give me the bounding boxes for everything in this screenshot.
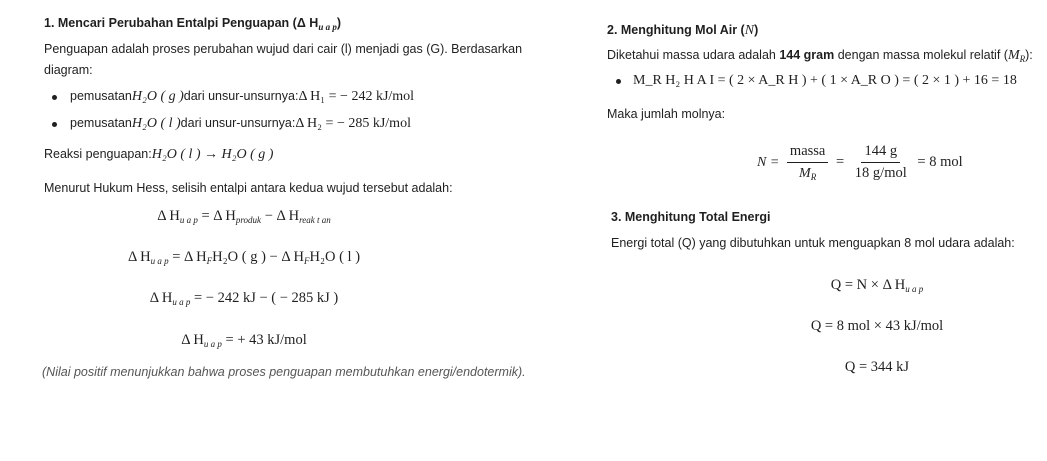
bullet-2: pemusatanH₂O ( l )dari unsur-unsurnya:Δ H₂ = − 285 kJ/mol xyxy=(70,116,411,131)
intro-line-1: Penguapan adalah proses perubahan wujud dari cair (l) menjadi gas (G). Berdasarkan xyxy=(44,42,523,56)
section-1-heading: 1. Mencari Perubahan Entalpi Penguapan (Δ $H_{u a p}$) xyxy=(44,16,342,32)
bullet-1: pemusatanH₂O ( g )dari unsur-unsurnya:Δ H₁ = − 242 kJ/mol xyxy=(70,89,415,104)
mass-text: Diketahui massa udara adalah 144 gram dengan massa molekul relatif $(M_R)$: xyxy=(607,48,1033,64)
fraction-mass-over-mr: $\frac{\text{massa}}{M_R}$ xyxy=(787,143,828,182)
section-3-heading: 3. Menghitung Total Energi xyxy=(611,210,771,224)
hess-text: Menurut Hukum Hess, selisih entalpi antara kedua wujud tersebut adalah: xyxy=(44,181,453,195)
section-2-heading: 2. Menghitung Mol Air (N) xyxy=(607,23,759,38)
equation-2: Δ $H_{u a p} = \Delta$ $H_FH_2O$ ( g ) − Δ $H_FH_2O$ ( l ) xyxy=(127,249,361,266)
mol-equation: N = $\frac{\text{massa}}{M_R}$ = $\frac{144 g}{\text{18 g/mol}}$ = 8 mol xyxy=(757,143,963,182)
intro-line-2: diagram: xyxy=(44,63,93,77)
reaction-line: Reaksi penguapan:H₂O ( l ) → H₂O ( g ) xyxy=(44,147,274,162)
mol-text: Maka jumlah molnya: xyxy=(607,107,726,121)
endothermic-note: (Nilai positif menunjukkan bahwa proses penguapan membutuhkan energi/endotermik). xyxy=(42,365,526,379)
q-equation-3: Q = 344 kJ xyxy=(844,359,910,375)
equation-3: Δ $H_{u a p}$ = − 242 kJ − ( − 285 kJ ) xyxy=(149,290,339,307)
equation-4: Δ $H_{u a p}$ = + 43 kJ/mol xyxy=(181,332,307,349)
bullet-dot xyxy=(52,95,57,100)
bullet-dot xyxy=(52,122,57,127)
q-equation-2: Q = 8 mol × 43 kJ/mol xyxy=(810,318,944,334)
bullet-dot xyxy=(616,79,621,84)
fraction-144-over-18: $\frac{144 g}{\text{18 g/mol}}$ xyxy=(854,143,907,181)
q-equation-1: Q = N × Δ $H_{u a p}$ xyxy=(830,277,924,294)
energy-text: Energi total (Q) yang dibutuhkan untuk menguapkan 8 mol udara adalah: xyxy=(611,236,1015,250)
equation-1: Δ $H_{u a p} = \Delta$ $H_{produk} - \Delta$ $H_{reak t an}$ xyxy=(157,208,331,225)
mr-equation: M_R H₂ H A I = ( 2 × A_R H ) + ( 1 × A_R O ) = ( 2 × 1 ) + 16 = 18 xyxy=(633,73,1017,88)
